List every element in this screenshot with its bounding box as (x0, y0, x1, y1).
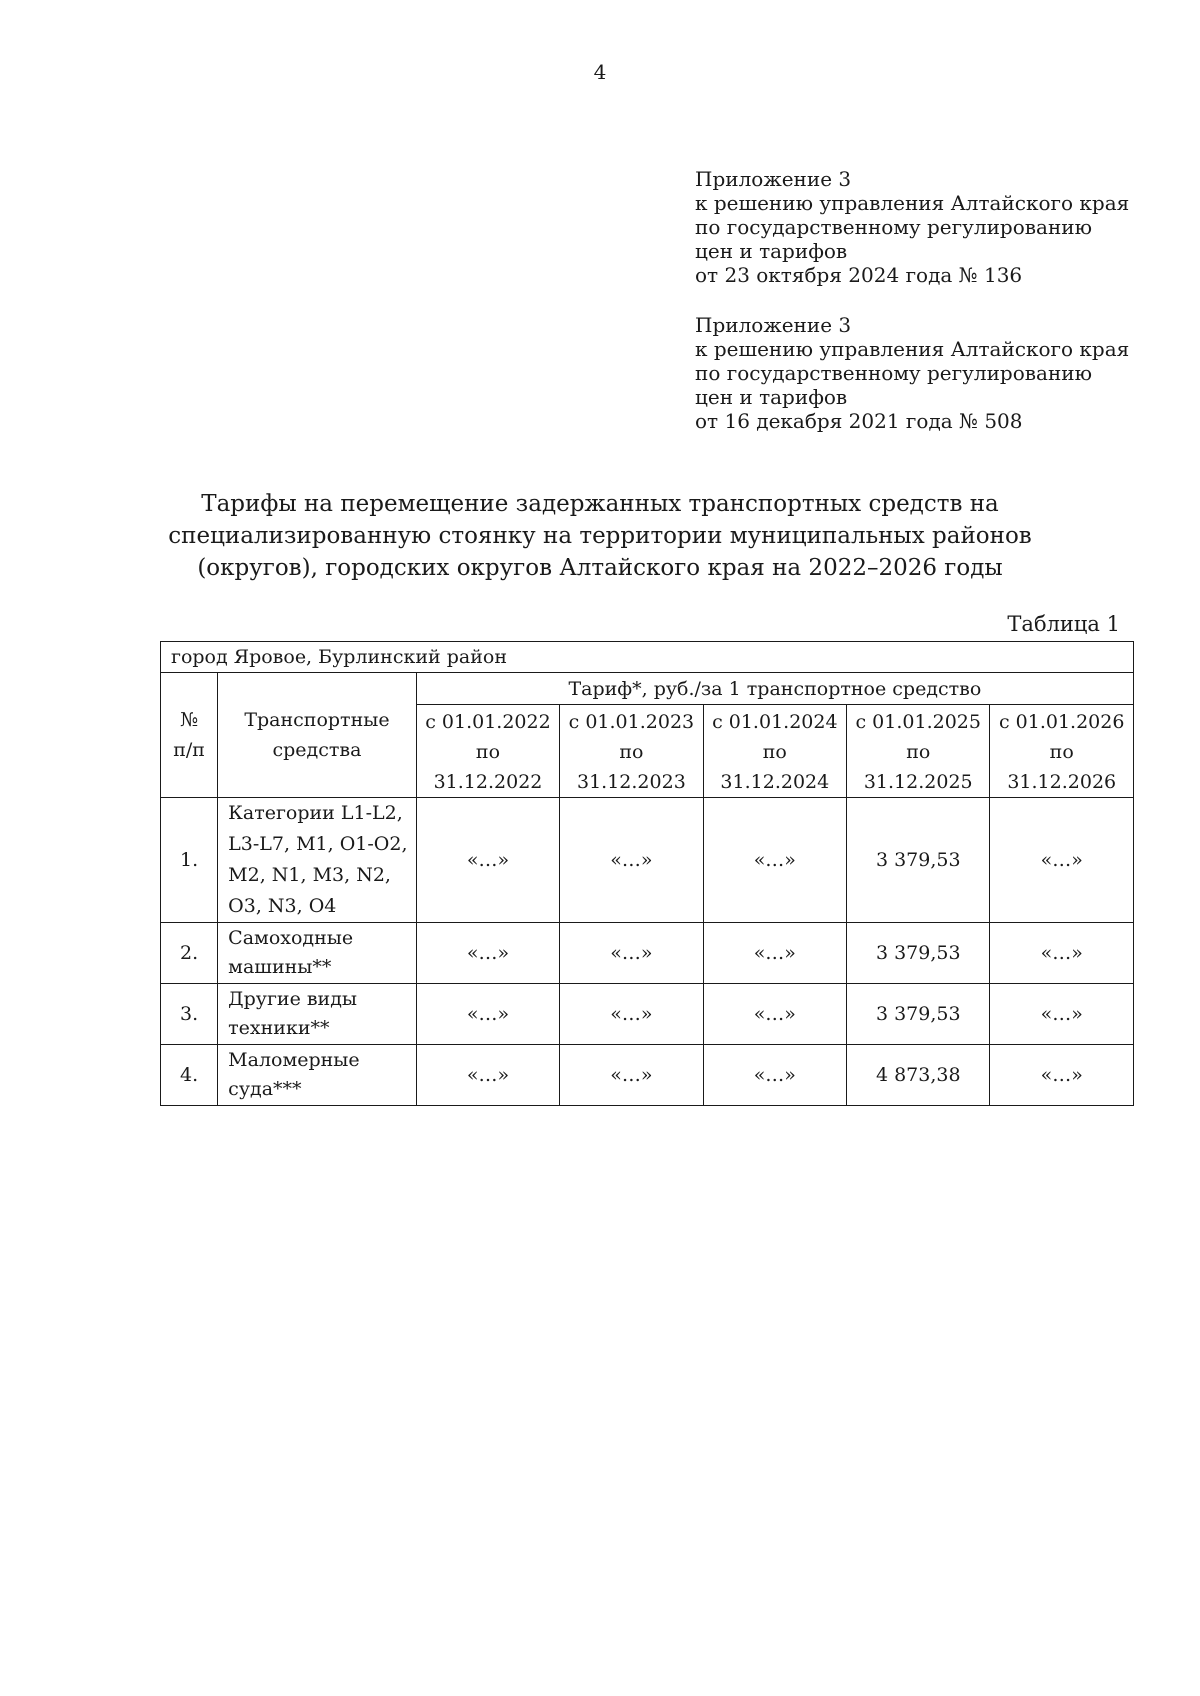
appendix-line: от 23 октября 2024 года № 136 (695, 263, 1023, 287)
row-number: 3. (161, 984, 218, 1045)
period-mid: по (619, 741, 644, 763)
header-vehicle-line: средства (272, 739, 362, 761)
table-label: Таблица 1 (1007, 612, 1120, 636)
period-to: 31.12.2024 (720, 771, 830, 793)
region-name: город Яровое, Бурлинский район (161, 642, 1134, 673)
tariff-value: «…» (703, 984, 846, 1045)
table-row (161, 1045, 1134, 1106)
vehicle-type-line: L3-L7, M1, O1-O2, (228, 833, 408, 855)
vehicle-type-line: Другие виды (228, 988, 358, 1010)
vehicle-type (218, 798, 417, 923)
period-2022 (416, 705, 559, 798)
tariff-value: «…» (990, 984, 1134, 1045)
period-2026 (990, 705, 1134, 798)
vehicle-type-line: суда*** (228, 1078, 302, 1100)
period-from: с 01.01.2023 (568, 711, 695, 733)
period-2024 (703, 705, 846, 798)
period-mid: по (475, 741, 501, 763)
row-number: 4. (161, 1045, 218, 1106)
row-number: 2. (161, 923, 218, 984)
period-to: 31.12.2026 (1007, 771, 1117, 793)
tariff-value: «…» (990, 923, 1134, 984)
period-mid: по (1049, 741, 1074, 763)
appendix-line: Приложение 3 (695, 167, 852, 191)
period-2025 (847, 705, 990, 798)
tariff-table (160, 641, 1134, 1106)
appendix-line: по государственному регулированию (695, 361, 1093, 385)
document-title (160, 488, 1040, 584)
header-number-line: п/п (173, 739, 205, 761)
header-vehicle-line: Транспортные (244, 709, 390, 731)
tariff-value: «…» (560, 984, 703, 1045)
region-row (161, 642, 1134, 673)
title-line: (округов), городских округов Алтайского края на 2022–2026 годы (197, 555, 1003, 581)
header-row-tariff (161, 673, 1134, 705)
tariff-value: «…» (416, 984, 559, 1045)
tariff-value: 4 873,38 (847, 1045, 990, 1106)
appendix-line: Приложение 3 (695, 313, 852, 337)
appendix-line: цен и тарифов (695, 239, 848, 263)
appendix-line: к решению управления Алтайского края (695, 337, 1130, 361)
vehicle-type (218, 923, 417, 984)
appendix-line: по государственному регулированию (695, 215, 1093, 239)
tariff-value: «…» (560, 798, 703, 923)
period-to: 31.12.2022 (433, 771, 543, 793)
vehicle-type-line: Маломерные (228, 1049, 360, 1071)
vehicle-type-line: M2, N1, M3, N2, (228, 864, 391, 886)
appendix-line: к решению управления Алтайского края (695, 191, 1130, 215)
vehicle-type-line: Самоходные (228, 927, 354, 949)
period-to: 31.12.2023 (577, 771, 686, 793)
appendix-header-original (695, 313, 1135, 433)
vehicle-type-line: O3, N3, O4 (228, 895, 337, 917)
header-vehicle (218, 673, 417, 798)
tariff-value: 3 379,53 (847, 984, 990, 1045)
tariff-value: «…» (416, 1045, 559, 1106)
tariff-value: «…» (560, 923, 703, 984)
table-row (161, 923, 1134, 984)
vehicle-type-line: техники** (228, 1017, 330, 1039)
tariff-value: 3 379,53 (847, 798, 990, 923)
tariff-value: 3 379,53 (847, 923, 990, 984)
title-line: специализированную стоянку на территории муниципальных районов (168, 523, 1032, 549)
period-to: 31.12.2025 (863, 771, 973, 793)
tariff-value: «…» (703, 1045, 846, 1106)
table-row (161, 984, 1134, 1045)
period-from: с 01.01.2025 (855, 711, 981, 733)
period-2023 (560, 705, 703, 798)
period-from: с 01.01.2026 (998, 711, 1125, 733)
period-mid: по (762, 741, 787, 763)
page-number: 4 (593, 60, 607, 84)
vehicle-type (218, 1045, 417, 1106)
tariff-value: «…» (416, 798, 559, 923)
header-number-line: № (180, 709, 199, 731)
tariff-value: «…» (990, 1045, 1134, 1106)
header-tariff: Тариф*, руб./за 1 транспортное средство (416, 673, 1133, 705)
vehicle-type-line: Категории L1-L2, (228, 802, 403, 824)
tariff-value: «…» (703, 798, 846, 923)
tariff-value: «…» (416, 923, 559, 984)
header-number (161, 673, 218, 798)
row-number: 1. (161, 798, 218, 923)
tariff-value: «…» (560, 1045, 703, 1106)
appendix-line: от 16 декабря 2021 года № 508 (695, 409, 1023, 433)
vehicle-type (218, 984, 417, 1045)
appendix-line: цен и тарифов (695, 385, 848, 409)
tariff-value: «…» (703, 923, 846, 984)
table-row (161, 798, 1134, 923)
period-from: с 01.01.2024 (712, 711, 838, 733)
period-mid: по (906, 741, 931, 763)
appendix-header-current (695, 167, 1135, 287)
title-line: Тарифы на перемещение задержанных транспортных средств на (201, 491, 999, 517)
period-from: с 01.01.2022 (425, 711, 551, 733)
tariff-value: «…» (990, 798, 1134, 923)
vehicle-type-line: машины** (228, 956, 332, 978)
